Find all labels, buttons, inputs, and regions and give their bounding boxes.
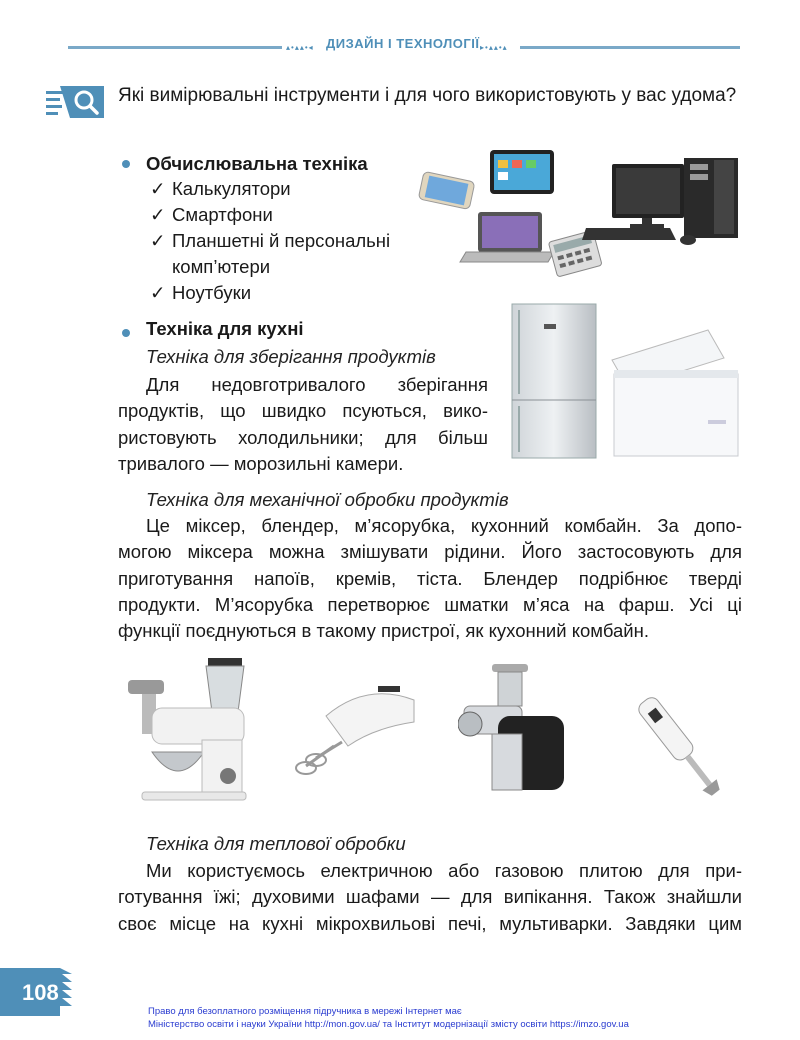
kitchen-machine-image <box>122 652 262 804</box>
check-icon: ✓ <box>150 204 166 225</box>
computing-devices-image <box>414 148 744 280</box>
list-item-continuation: комп’ютери <box>172 256 271 277</box>
list-item: ✓ Ноутбуки <box>150 280 251 306</box>
hand-mixer-image <box>286 682 426 782</box>
bullet-dot <box>122 160 130 168</box>
magnifier-icon <box>46 86 104 118</box>
footer-notice: Право для безоплатного розміщення підручника в мережі Інтернет має Міністерство освіти і науки України http://mon.gov.ua/ та Інститут модернізації змісту освіти https://imzo.gov.ua <box>148 1006 629 1030</box>
thermal-subheading: Техніка для теплової обробки <box>146 833 406 854</box>
blender-image <box>618 696 738 796</box>
storage-paragraph: Для недовготривалого зберігання продуктів, що швидко псуються, вико- ристовують холодильники; для більш тривалого — морозильні камери. <box>118 374 488 474</box>
check-icon: ✓ <box>150 230 166 251</box>
list-item: ✓ Планшетні й персональні <box>150 228 420 254</box>
storage-subheading: Техніка для зберігання продуктів <box>146 346 436 367</box>
list-item: ✓ Смартфони <box>150 202 273 228</box>
check-icon: ✓ <box>150 282 166 303</box>
kitchen-heading: Техніка для кухні <box>146 318 304 339</box>
header-ornament-left: ▴•▴▴•◂ <box>286 43 314 52</box>
check-icon: ✓ <box>150 178 166 199</box>
thermal-paragraph: Ми користуємось електричною або газовою плитою для при- готування їжі; духовими шафами — для випікання. Також знайшли своє місце на кухні мікрохвильові печі, мультиварки. Завдяки цим <box>118 860 742 934</box>
mechanical-subheading: Техніка для механічної обробки продуктів <box>146 489 509 510</box>
computing-heading: Обчислювальна техніка <box>146 153 368 174</box>
header-rule-left <box>68 46 282 49</box>
page-number: 108 <box>22 980 59 1005</box>
header-ornament-right: ▸•▴▴•▴ <box>480 43 508 52</box>
bullet-dot <box>122 329 130 337</box>
mechanical-paragraph: Це міксер, блендер, м’ясорубка, кухонний комбайн. За допо- могою міксера можна змішувати рідини. Його застосовують для приготування напоїв, кремів, тіста. Блендер подрібнює тверді продукти. М’ясорубка перетворює шматки м’яса на фарш. Усі ці функції поєднуються в такому пристрої, як кухонний комбайн. <box>118 515 742 642</box>
fridge-freezer-image <box>508 302 748 462</box>
list-item: ✓ Калькулятори <box>150 176 291 202</box>
meat-grinder-image <box>458 664 568 794</box>
header-rule-right <box>520 46 740 49</box>
header-title: ДИЗАЙН І ТЕХНОЛОГІЇ <box>326 36 480 51</box>
question-text: Які вимірювальні інструменти і для чого використовують у вас удома? <box>118 85 737 106</box>
